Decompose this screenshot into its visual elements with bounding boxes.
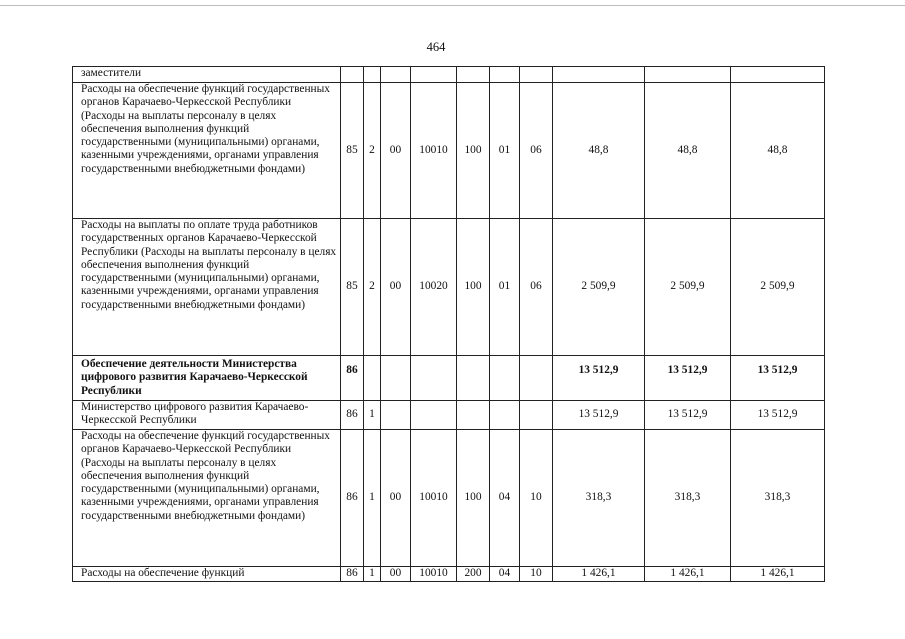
- cell-sub: [520, 401, 553, 430]
- cell-cs: [411, 401, 457, 430]
- cell-ved: 86: [341, 567, 364, 582]
- cell-rz: 1: [364, 567, 381, 582]
- cell-ved: 86: [341, 356, 364, 401]
- table-row: [73, 219, 825, 356]
- cell-pr: [490, 67, 520, 83]
- cell-year-3: 48,8: [731, 83, 825, 219]
- cell-ps: [381, 356, 411, 401]
- cell-ved: 86: [341, 401, 364, 430]
- cell-pr: [490, 401, 520, 430]
- row-name: Расходы на обеспечение функций: [73, 567, 341, 582]
- row-name: Расходы на обеспечение функций государственных органов Карачаево-Черкесской Республики (Расходы на выплаты персоналу в целях обеспечения выполнения функций государственными (муниципальными) органами, казенными учреждениями, органами управления государственными внебюджетными фондами): [73, 430, 341, 567]
- cell-sub: 10: [520, 430, 553, 567]
- cell-year-1: 13 512,9: [553, 401, 645, 430]
- cell-vr: [457, 356, 490, 401]
- cell-year-2: [645, 67, 731, 83]
- cell-rz: [364, 356, 381, 401]
- cell-ved: [341, 67, 364, 83]
- cell-pr: 04: [490, 430, 520, 567]
- table-row: [73, 401, 825, 430]
- cell-cs: 10010: [411, 567, 457, 582]
- cell-year-1: [553, 67, 645, 83]
- cell-pr: 04: [490, 567, 520, 582]
- cell-rz: 2: [364, 219, 381, 356]
- cell-year-2: 13 512,9: [645, 356, 731, 401]
- cell-year-3: 13 512,9: [731, 356, 825, 401]
- budget-table: [72, 66, 825, 582]
- cell-ps: 00: [381, 567, 411, 582]
- cell-ps: 00: [381, 83, 411, 219]
- table-row: [73, 67, 825, 83]
- table-row: [73, 356, 825, 401]
- cell-rz: 1: [364, 401, 381, 430]
- cell-year-1: 2 509,9: [553, 219, 645, 356]
- cell-year-2: 1 426,1: [645, 567, 731, 582]
- cell-sub: [520, 356, 553, 401]
- cell-vr: 100: [457, 83, 490, 219]
- row-name: Расходы на выплаты по оплате труда работников государственных органов Карачаево-Черкесской Республики (Расходы на выплаты персоналу в целях обеспечения выполнения функций государственными (муниципальными) органами, казенными учреждениями, органами управления государственными внебюджетными фондами): [73, 219, 341, 356]
- cell-year-3: 318,3: [731, 430, 825, 567]
- cell-year-3: [731, 67, 825, 83]
- cell-vr: 100: [457, 219, 490, 356]
- cell-ved: 86: [341, 430, 364, 567]
- page-number: 464: [426, 40, 446, 54]
- cell-year-3: 13 512,9: [731, 401, 825, 430]
- cell-sub: 06: [520, 219, 553, 356]
- cell-vr: [457, 67, 490, 83]
- cell-rz: 1: [364, 430, 381, 567]
- cell-vr: [457, 401, 490, 430]
- cell-pr: [490, 356, 520, 401]
- cell-vr: 100: [457, 430, 490, 567]
- cell-pr: 01: [490, 219, 520, 356]
- cell-ps: 00: [381, 430, 411, 567]
- scan-top-rule: [0, 5, 905, 6]
- cell-year-2: 13 512,9: [645, 401, 731, 430]
- cell-cs: 10010: [411, 430, 457, 567]
- cell-year-2: 48,8: [645, 83, 731, 219]
- cell-year-2: 2 509,9: [645, 219, 731, 356]
- cell-cs: 10020: [411, 219, 457, 356]
- cell-year-3: 2 509,9: [731, 219, 825, 356]
- cell-ved: 85: [341, 219, 364, 356]
- table-row: [73, 430, 825, 567]
- cell-rz: [364, 67, 381, 83]
- cell-sub: 06: [520, 83, 553, 219]
- row-name: Расходы на обеспечение функций государственных органов Карачаево-Черкесской Республики (Расходы на выплаты персоналу в целях обеспечения выполнения функций государственными (муниципальными) органами, казенными учреждениями, органами управления государственными внебюджетными фондами): [73, 83, 341, 219]
- cell-year-1: 318,3: [553, 430, 645, 567]
- cell-ps: [381, 67, 411, 83]
- cell-sub: 10: [520, 567, 553, 582]
- cell-ved: 85: [341, 83, 364, 219]
- cell-year-2: 318,3: [645, 430, 731, 567]
- row-name: Министерство цифрового развития Карачаево-Черкесской Республики: [73, 401, 341, 430]
- table-row: [73, 83, 825, 219]
- cell-cs: [411, 356, 457, 401]
- cell-year-1: 48,8: [553, 83, 645, 219]
- table-row: [73, 567, 825, 582]
- cell-year-3: 1 426,1: [731, 567, 825, 582]
- cell-cs: [411, 67, 457, 83]
- cell-year-1: 13 512,9: [553, 356, 645, 401]
- row-name: заместители: [73, 67, 341, 83]
- cell-pr: 01: [490, 83, 520, 219]
- cell-vr: 200: [457, 567, 490, 582]
- cell-ps: [381, 401, 411, 430]
- row-name: Обеспечение деятельности Министерства цифрового развития Карачаево-Черкесской Республики: [73, 356, 341, 401]
- cell-year-1: 1 426,1: [553, 567, 645, 582]
- cell-rz: 2: [364, 83, 381, 219]
- cell-sub: [520, 67, 553, 83]
- cell-ps: 00: [381, 219, 411, 356]
- cell-cs: 10010: [411, 83, 457, 219]
